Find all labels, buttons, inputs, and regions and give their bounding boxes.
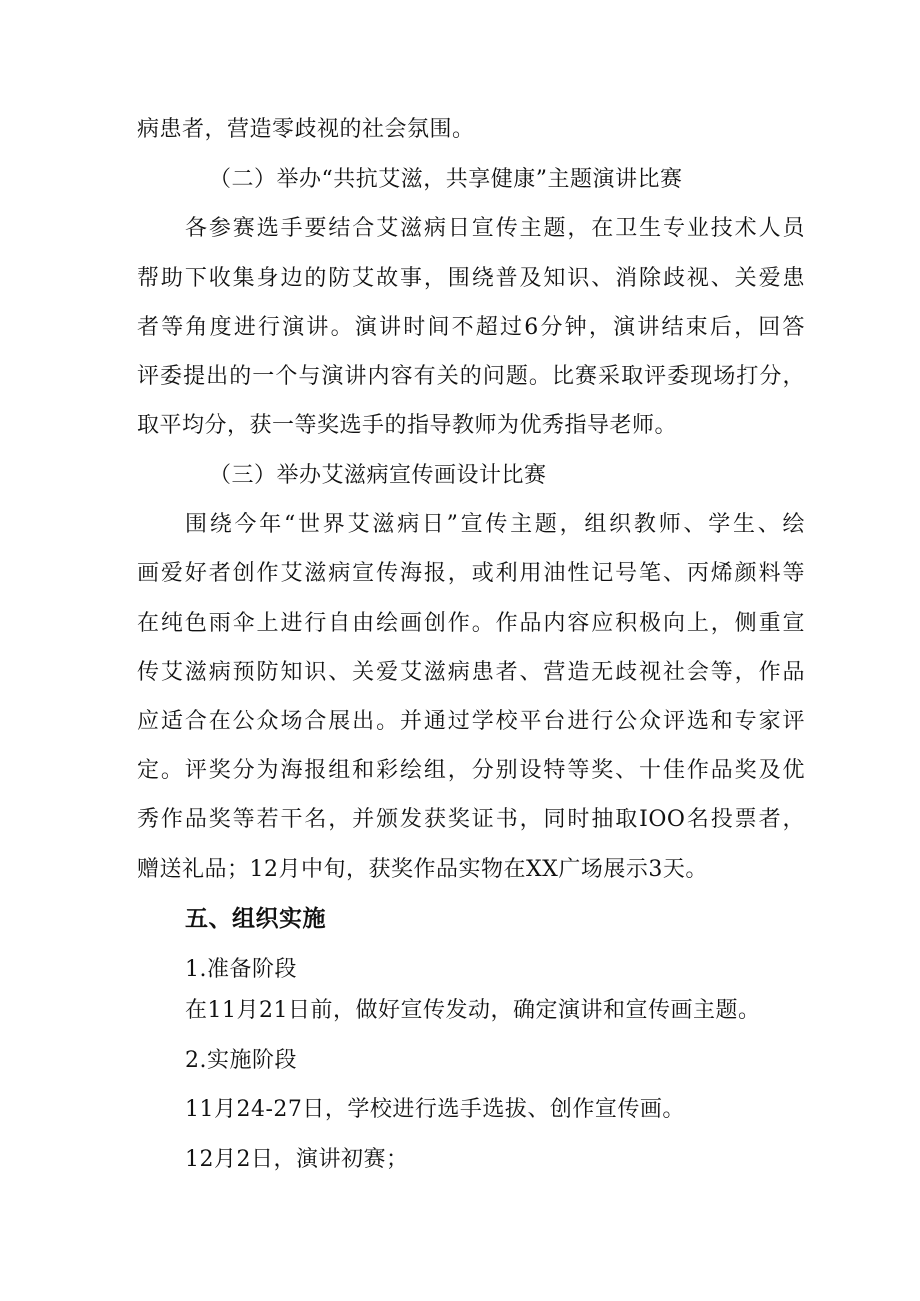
paragraph-line: 画爱好者创作艾滋病宣传海报，或利用油性记号笔、丙烯颜料等 [137,561,805,586]
stage-heading-implementation: 2.实施阶段 [185,1048,297,1073]
paragraph-line-continuation: 病患者，营造零歧视的社会氛围。 [137,117,475,142]
paragraph-line: 12月2日，演讲初赛； [185,1147,409,1172]
paragraph-line: 取平均分，获一等奖选手的指导教师为优秀指导老师。 [137,413,678,438]
stage-heading-preparation: 1.准备阶段 [185,957,297,982]
subsection-heading-poster-contest: （三）举办艾滋病宣传画设计比赛 [209,463,547,488]
subsection-heading-speech-contest: （二）举办“共抗艾滋，共享健康”主题演讲比赛 [209,167,683,192]
paragraph-line: 赠送礼品；12月中旬，获奖作品实物在XX广场展示3天。 [137,857,708,882]
paragraph-line: 评委提出的一个与演讲内容有关的问题。比赛采取评委现场打分， [137,364,805,389]
paragraph-line: 帮助下收集身边的防艾故事，围绕普及知识、消除歧视、关爱患 [137,266,805,291]
paragraph-line: 在11月21日前，做好宣传发动，确定演讲和宣传画主题。 [185,998,761,1023]
paragraph-line: 围绕今年“世界艾滋病日”宣传主题，组织教师、学生、绘 [185,512,805,537]
section-heading-implementation: 五、组织实施 [185,906,326,932]
paragraph-line: 秀作品奖等若干名，并颁发获奖证书，同时抽取IOO名投票者， [137,807,805,832]
paragraph-line: 在纯色雨伞上进行自由绘画创作。作品内容应积极向上，侧重宣 [137,611,805,636]
paragraph-line: 11月24-27日，学校进行选手选拔、创作宣传画。 [185,1097,685,1122]
paragraph-line: 者等角度进行演讲。演讲时间不超过6分钟，演讲结束后，回答 [137,315,805,340]
paragraph-line: 传艾滋病预防知识、关爱艾滋病患者、营造无歧视社会等，作品 [137,660,805,685]
paragraph-line: 应适合在公众场合展出。并通过学校平台进行公众评选和专家评 [137,709,805,734]
paragraph-line: 各参赛选手要结合艾滋病日宣传主题，在卫生专业技术人员 [185,216,805,241]
paragraph-line: 定。评奖分为海报组和彩绘组，分别设特等奖、十佳作品奖及优 [137,758,805,783]
